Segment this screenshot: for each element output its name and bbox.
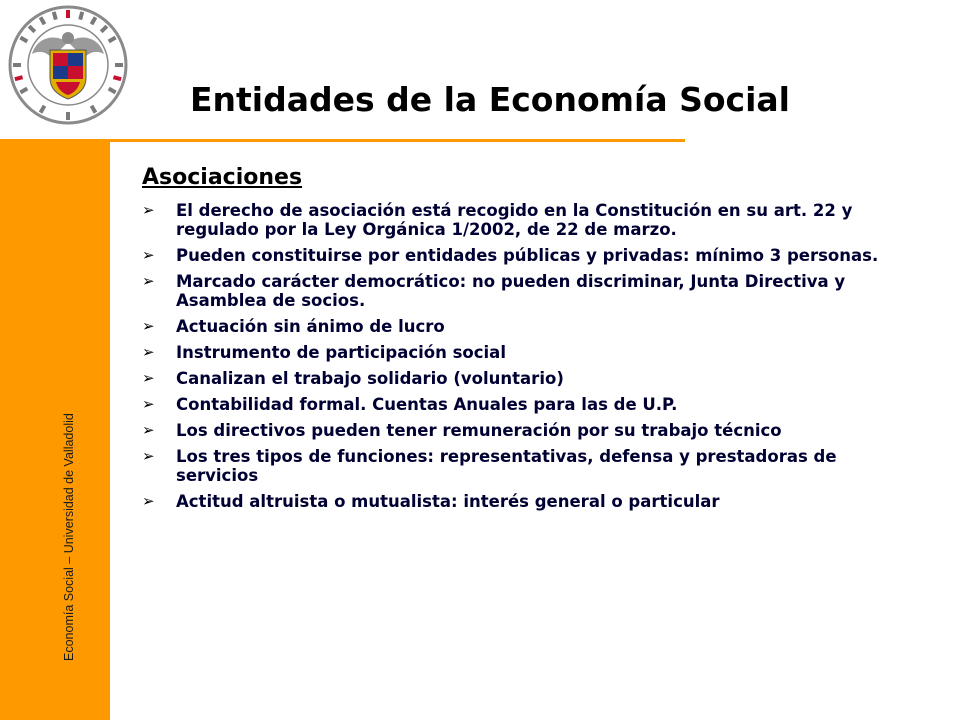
bullet-list bbox=[142, 201, 912, 518]
arrow-bullet-icon: ➢ bbox=[142, 201, 155, 219]
list-item bbox=[142, 447, 912, 485]
arrow-bullet-icon: ➢ bbox=[142, 317, 155, 335]
list-item-text: Canalizan el trabajo solidario (voluntario) bbox=[176, 369, 564, 388]
list-item bbox=[142, 201, 912, 239]
arrow-bullet-icon: ➢ bbox=[142, 447, 155, 465]
list-item-text: Los directivos pueden tener remuneración por su trabajo técnico bbox=[176, 421, 782, 440]
university-seal-icon bbox=[6, 2, 130, 128]
arrow-bullet-icon: ➢ bbox=[142, 395, 155, 413]
list-item bbox=[142, 492, 912, 511]
list-item-text: El derecho de asociación está recogido en la Constitución en su art. 22 y regulado por la Ley Orgánica 1/2002, de 22 de marzo. bbox=[176, 201, 853, 239]
list-item-text: Marcado carácter democrático: no pueden discriminar, Junta Directiva y Asamblea de socios. bbox=[176, 272, 846, 310]
list-item-text: Instrumento de participación social bbox=[176, 343, 506, 362]
list-item bbox=[142, 369, 912, 388]
sidebar-label: Economía Social – Universidad de Valladolid bbox=[62, 413, 76, 661]
page-title: Entidades de la Economía Social bbox=[190, 80, 790, 119]
arrow-bullet-icon: ➢ bbox=[142, 246, 155, 264]
list-item bbox=[142, 272, 912, 310]
list-item bbox=[142, 395, 912, 414]
list-item-text: Actuación sin ánimo de lucro bbox=[176, 317, 445, 336]
arrow-bullet-icon: ➢ bbox=[142, 369, 155, 387]
list-item bbox=[142, 421, 912, 440]
list-item bbox=[142, 317, 912, 336]
list-item-text: Pueden constituirse por entidades públicas y privadas: mínimo 3 personas. bbox=[176, 246, 879, 265]
arrow-bullet-icon: ➢ bbox=[142, 492, 155, 510]
arrow-bullet-icon: ➢ bbox=[142, 343, 155, 361]
list-item-text: Actitud altruista o mutualista: interés general o particular bbox=[176, 492, 720, 511]
sidebar bbox=[0, 142, 110, 720]
list-item-text: Contabilidad formal. Cuentas Anuales para las de U.P. bbox=[176, 395, 678, 414]
arrow-bullet-icon: ➢ bbox=[142, 421, 155, 439]
list-item bbox=[142, 343, 912, 362]
list-item-text: Los tres tipos de funciones: representativas, defensa y prestadoras de servicios bbox=[176, 447, 837, 485]
section-subtitle: Asociaciones bbox=[142, 165, 303, 190]
arrow-bullet-icon: ➢ bbox=[142, 272, 155, 290]
list-item bbox=[142, 246, 912, 265]
